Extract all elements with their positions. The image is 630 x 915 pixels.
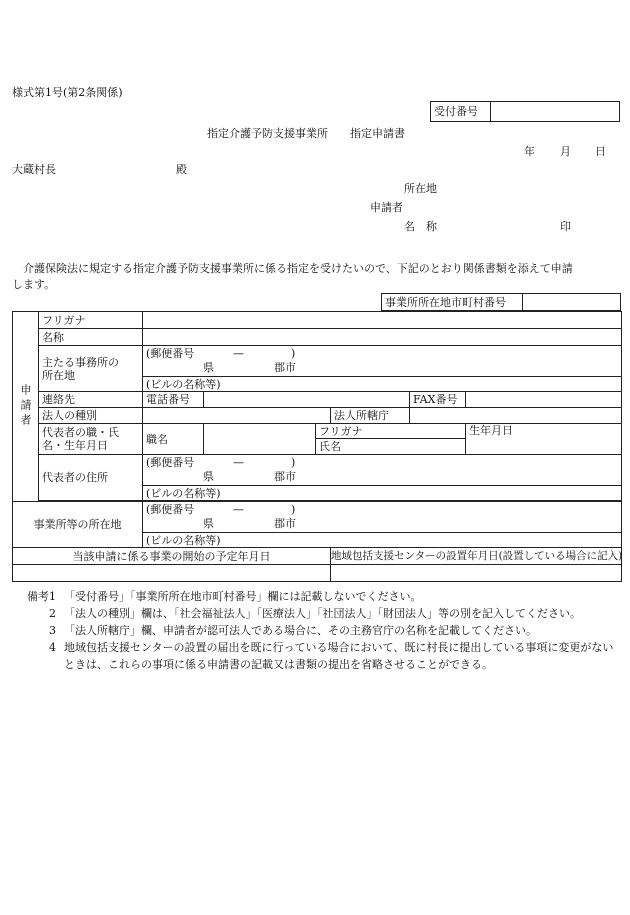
intro-text-line1: 介護保険法に規定する指定介護予防支援事業所に係る指定を受けたいので、下記のとおり関係書類を添えて申請 [23, 262, 573, 275]
date-day: 日 [595, 145, 606, 158]
rep-postal-dash: — [233, 456, 244, 469]
position-label: 職名 [143, 424, 204, 455]
note-item [12, 588, 622, 605]
applicant-name-label: 名 称 [404, 220, 437, 233]
birthdate-label: 生年月日 [466, 424, 622, 455]
addressee-name: 大蔵村長 [12, 163, 56, 176]
form-number: 様式第1号(第2条関係) [12, 86, 123, 99]
note-item [12, 639, 622, 673]
main-office-building-field[interactable]: (ビルの名称等) [143, 377, 622, 392]
main-office-label [39, 346, 143, 392]
start-date-label: 当該申請に係る事業の開始の予定年月日 [13, 548, 331, 565]
receipt-number-box [430, 101, 620, 122]
seal-mark: 印 [560, 220, 571, 233]
representative-label [39, 424, 143, 455]
office-prefecture-label: 県 [203, 517, 214, 530]
rep-county-city-label: 郡市 [274, 470, 296, 483]
application-table [12, 311, 622, 582]
rep-furigana-label: フリガナ [316, 424, 466, 439]
rep-prefecture-label: 県 [203, 470, 214, 483]
date-year: 年 [524, 145, 535, 158]
main-office-address-field[interactable] [143, 346, 622, 377]
note-item [12, 622, 622, 639]
fax-field[interactable] [466, 392, 622, 408]
main-office-label-line1: 主たる事務所の [42, 355, 119, 369]
note-text: 地域包括支援センターの設置の届出を既に行っている場合において、既に村長に提出している事項に変更がないときは、これらの事項に係る申請書の記載又は書類の提出を省略させることができる。 [64, 641, 614, 671]
receipt-number-label: 受付番号 [431, 102, 491, 122]
rep-name-label: 氏名 [316, 439, 466, 455]
document-title: 指定介護予防支援事業所 指定申請書 [207, 127, 405, 140]
municipality-code-box [381, 293, 621, 311]
main-office-label-line2: 所在地 [42, 368, 75, 382]
addressee-honorific: 殿 [176, 163, 187, 176]
name-field[interactable] [143, 329, 622, 346]
notes [12, 588, 622, 673]
date-month: 月 [560, 145, 571, 158]
office-location-label: 事業所等の所在地 [13, 502, 143, 548]
applicant-location-label: 所在地 [404, 182, 437, 195]
center-date-label: 地域包括支援センターの設置年月日(設置している場合に記入) [331, 548, 622, 565]
rep-postal-label: (郵便番号 [146, 456, 195, 469]
note-text: 「法人所轄庁」欄、申請者が認可法人である場合に、その主務官庁の名称を記載してください。 [64, 624, 537, 637]
intro-text-line2: します。 [12, 278, 56, 291]
name-label: 名称 [39, 329, 143, 346]
rep-building-field[interactable]: (ビルの名称等) [143, 486, 622, 501]
note-number: 2 [49, 607, 56, 620]
furigana-field[interactable] [143, 312, 622, 329]
postal-label: (郵便番号 [146, 347, 195, 360]
note-number: 備考1 [27, 590, 56, 603]
municipality-code-label: 事業所所在地市町村番号 [382, 294, 523, 311]
applicant-vertical-label: 申請者 [13, 312, 39, 502]
note-text: 「受付番号」「事業所所在地市町村番号」欄には記載しないでください。 [64, 590, 422, 603]
center-date-field[interactable] [331, 565, 622, 582]
start-date-field[interactable] [13, 565, 331, 582]
rep-address-label: 代表者の住所 [39, 455, 143, 501]
postal-dash: — [233, 347, 244, 360]
rep-address-field[interactable] [143, 455, 622, 486]
prefecture-label: 県 [203, 361, 214, 374]
position-field[interactable] [204, 424, 316, 455]
note-number: 3 [49, 624, 56, 637]
corp-type-label: 法人の種別 [39, 408, 143, 424]
phone-label: 電話番号 [143, 392, 204, 408]
office-county-city-label: 郡市 [274, 517, 296, 530]
representative-label-line2: 名・生年月日 [42, 439, 108, 452]
applicant-label: 申請者 [370, 201, 403, 214]
postal-close: ) [291, 347, 296, 360]
corp-office-field[interactable] [410, 408, 622, 424]
receipt-number-field[interactable] [491, 102, 620, 122]
note-number: 4 [49, 641, 56, 654]
note-item [12, 605, 622, 622]
county-city-label: 郡市 [274, 361, 296, 374]
furigana-label: フリガナ [39, 312, 143, 329]
office-location-field[interactable] [143, 502, 622, 533]
corp-type-field[interactable] [143, 408, 331, 424]
office-postal-close: ) [291, 503, 296, 516]
office-postal-label: (郵便番号 [146, 503, 195, 516]
contact-label: 連絡先 [39, 392, 143, 408]
office-building-field[interactable]: (ビルの名称等) [143, 533, 622, 548]
fax-label: FAX番号 [410, 392, 466, 408]
phone-field[interactable] [204, 392, 410, 408]
corp-office-label: 法人所轄庁 [331, 408, 410, 424]
note-text: 「法人の種別」欄は、「社会福祉法人」「医療法人」「社団法人」「財団法人」等の別を記入してください。 [64, 607, 581, 620]
office-postal-dash: — [233, 503, 244, 516]
rep-postal-close: ) [291, 456, 296, 469]
municipality-code-field[interactable] [523, 294, 621, 311]
representative-label-line1: 代表者の職・氏 [42, 426, 119, 439]
